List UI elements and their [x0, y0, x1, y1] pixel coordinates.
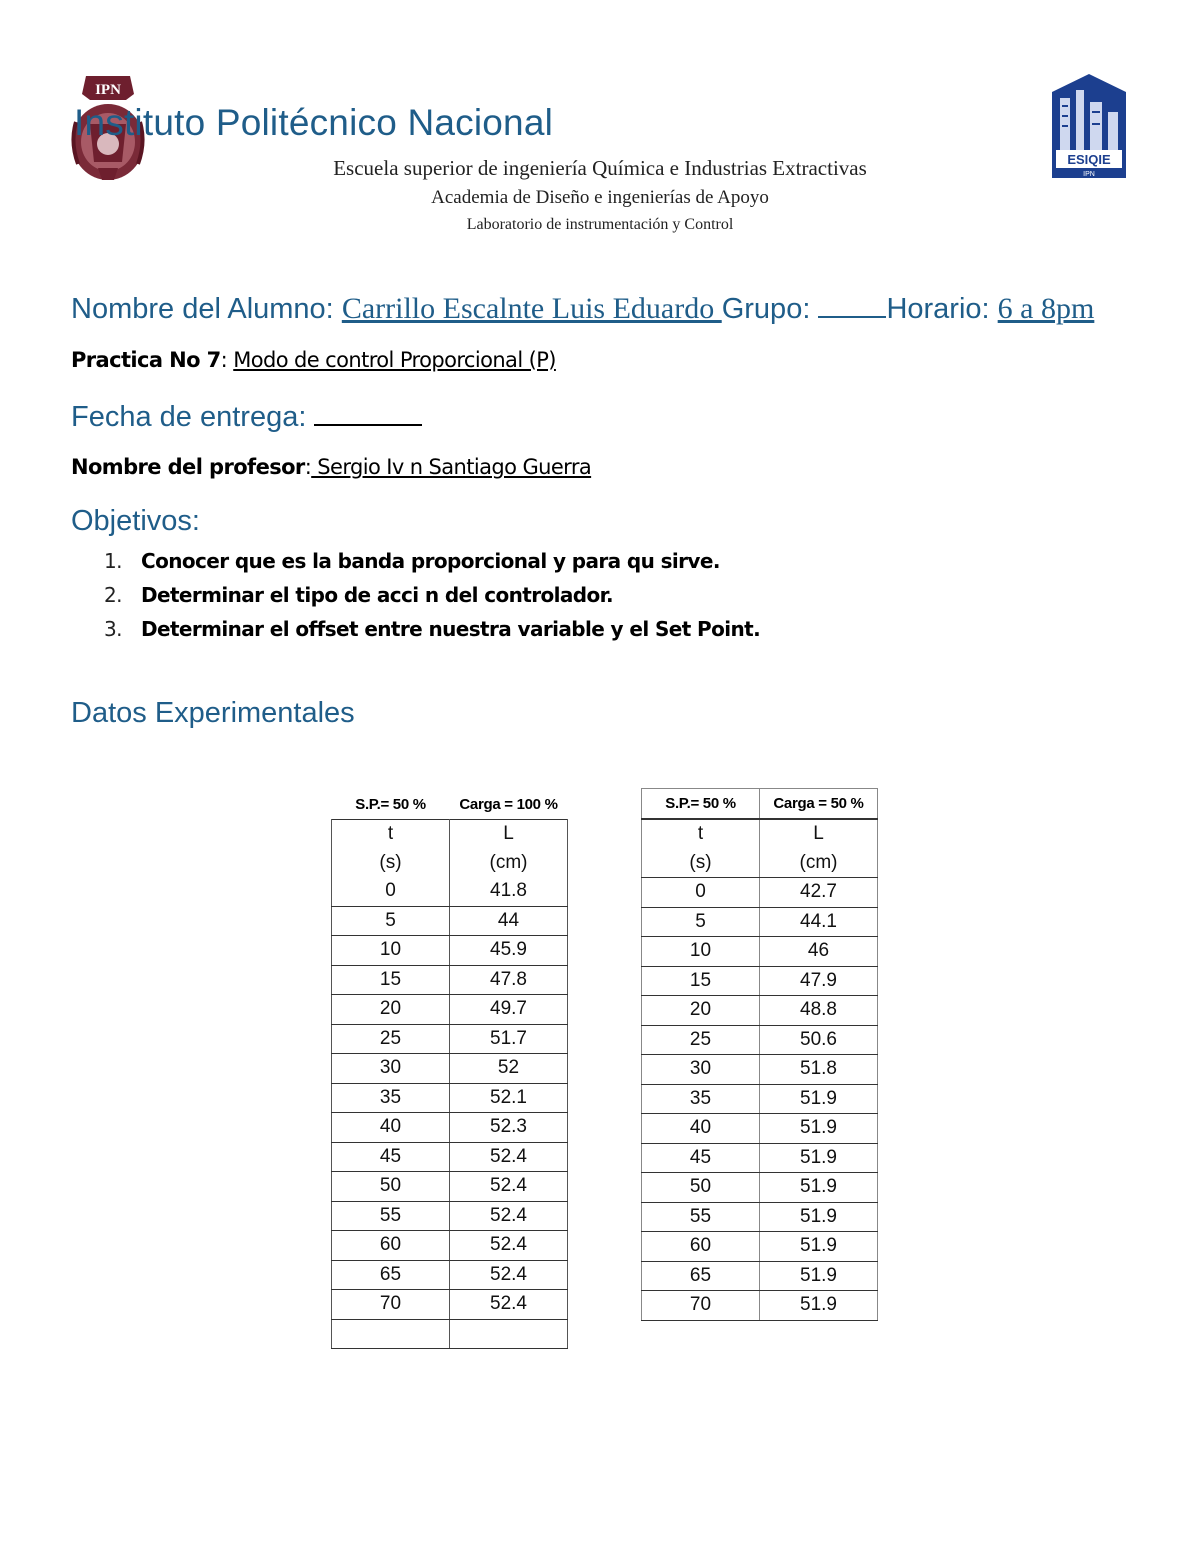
- col-unit-l: (cm): [450, 849, 568, 878]
- student-row: [71, 290, 1094, 326]
- professor-label: Nombre del profesor: [71, 455, 305, 479]
- table-row: [332, 877, 568, 906]
- cell-level: 52.4: [450, 1142, 568, 1172]
- cell-level: 49.7: [450, 995, 568, 1025]
- cell-time: 45: [332, 1142, 450, 1172]
- cell-level: 52.4: [450, 1172, 568, 1202]
- professor-separator: :: [304, 455, 312, 479]
- table-row: [332, 965, 568, 995]
- school-name: Escuela superior de ingeniería Química e Industrias Extractivas: [333, 156, 867, 180]
- delivery-blank: [314, 398, 422, 426]
- table-header-load: Carga = 50 %: [760, 789, 878, 820]
- objectives-list: [104, 546, 760, 648]
- col-unit-t: (s): [332, 849, 450, 878]
- table-row: [642, 1084, 878, 1114]
- table-row: [642, 937, 878, 967]
- cell-level: 46: [760, 937, 878, 967]
- table-row: [332, 1083, 568, 1113]
- cell-empty: [332, 1319, 450, 1349]
- cell-time: 5: [642, 907, 760, 937]
- cell-level: 52.4: [450, 1231, 568, 1261]
- esiqie-logo-text: ESIQIE: [1067, 152, 1111, 167]
- cell-time: 25: [332, 1024, 450, 1054]
- cell-level: 52.1: [450, 1083, 568, 1113]
- cell-time: 65: [642, 1261, 760, 1291]
- table-row: [642, 1173, 878, 1203]
- cell-level: 48.8: [760, 996, 878, 1026]
- cell-level: 47.9: [760, 966, 878, 996]
- cell-empty: [450, 1319, 568, 1349]
- cell-level: 51.9: [760, 1232, 878, 1262]
- cell-time: 15: [332, 965, 450, 995]
- cell-time: 20: [332, 995, 450, 1025]
- cell-time: 0: [332, 877, 450, 906]
- cell-level: 51.8: [760, 1055, 878, 1085]
- cell-time: 40: [642, 1114, 760, 1144]
- table-row: [332, 936, 568, 966]
- table-row: [642, 878, 878, 908]
- ipn-logo-text: IPN: [95, 82, 121, 98]
- table-header-load: Carga = 100 %: [459, 796, 558, 813]
- table-row: [332, 1024, 568, 1054]
- cell-time: 35: [642, 1084, 760, 1114]
- cell-time: 65: [332, 1260, 450, 1290]
- cell-level: 45.9: [450, 936, 568, 966]
- table-row: [642, 1114, 878, 1144]
- delivery-label: Fecha de entrega:: [71, 401, 307, 433]
- cell-time: 70: [642, 1291, 760, 1321]
- cell-level: 51.7: [450, 1024, 568, 1054]
- cell-time: 55: [642, 1202, 760, 1232]
- cell-level: 51.9: [760, 1143, 878, 1173]
- table-header-sp: S.P.= 50 %: [642, 789, 760, 820]
- experimental-heading: Datos Experimentales: [71, 697, 355, 729]
- table-row: [332, 906, 568, 936]
- cell-time: 55: [332, 1201, 450, 1231]
- professor-line: [71, 455, 591, 479]
- table-row: [332, 995, 568, 1025]
- table-row: [332, 1290, 568, 1320]
- table-row: [332, 1260, 568, 1290]
- col-unit-t: (s): [642, 849, 760, 878]
- col-header-t: t: [642, 819, 760, 849]
- cell-time: 30: [642, 1055, 760, 1085]
- table-row: [332, 1231, 568, 1261]
- cell-level: 50.6: [760, 1025, 878, 1055]
- schedule-value: 6 a 8pm: [997, 292, 1095, 325]
- table-row: [642, 1202, 878, 1232]
- cell-time: 40: [332, 1113, 450, 1143]
- group-blank: [818, 290, 886, 318]
- schedule-label: Horario:: [886, 293, 990, 325]
- cell-time: 25: [642, 1025, 760, 1055]
- cell-level: 51.9: [760, 1084, 878, 1114]
- table-row: [642, 996, 878, 1026]
- practice-label: Practica No 7: [71, 348, 221, 372]
- table-row-empty: [332, 1319, 568, 1349]
- data-table-load-50: [641, 788, 878, 1321]
- cell-time: 30: [332, 1054, 450, 1084]
- list-item: 1. Conocer que es la banda proporcional y para qu sirve.: [104, 549, 720, 573]
- cell-level: 52.4: [450, 1290, 568, 1320]
- cell-level: 41.8: [450, 877, 568, 906]
- cell-level: 51.9: [760, 1202, 878, 1232]
- cell-level: 52.4: [450, 1260, 568, 1290]
- table-row: [332, 1142, 568, 1172]
- table-row: [332, 1113, 568, 1143]
- list-item: 2. Determinar el tipo de acci n del controlador.: [104, 583, 614, 607]
- cell-time: 60: [332, 1231, 450, 1261]
- table-row: [332, 1172, 568, 1202]
- practice-separator: :: [220, 348, 228, 372]
- cell-time: 10: [332, 936, 450, 966]
- lab-name: Laboratorio de instrumentación y Control: [466, 216, 734, 233]
- student-name-label: Nombre del Alumno:: [71, 293, 334, 325]
- cell-time: 70: [332, 1290, 450, 1320]
- cell-time: 50: [332, 1172, 450, 1202]
- institution-title: Instituto Politécnico Nacional: [74, 102, 554, 143]
- objectives-heading: Objetivos:: [71, 505, 200, 537]
- group-label: Grupo:: [721, 293, 811, 325]
- practice-line: [71, 348, 556, 372]
- cell-time: 20: [642, 996, 760, 1026]
- table-row: [642, 1232, 878, 1262]
- academy-name: Academia de Diseño e ingenierías de Apoyo: [431, 187, 769, 208]
- cell-level: 51.9: [760, 1261, 878, 1291]
- professor-value: Sergio Iv n Santiago Guerra: [311, 455, 592, 479]
- table-row: [642, 966, 878, 996]
- col-header-t: t: [332, 820, 450, 849]
- col-header-l: L: [760, 819, 878, 849]
- table-row: [642, 1291, 878, 1321]
- cell-level: 52: [450, 1054, 568, 1084]
- table-row: [642, 1025, 878, 1055]
- cell-time: 15: [642, 966, 760, 996]
- cell-level: 44.1: [760, 907, 878, 937]
- cell-time: 5: [332, 906, 450, 936]
- table-row: [332, 1201, 568, 1231]
- table-row: [642, 1261, 878, 1291]
- cell-level: 51.9: [760, 1114, 878, 1144]
- col-unit-l: (cm): [760, 849, 878, 878]
- col-header-l: L: [450, 820, 568, 849]
- svg-text:IPN: IPN: [1083, 171, 1095, 178]
- cell-level: 51.9: [760, 1291, 878, 1321]
- cell-level: 51.9: [760, 1173, 878, 1203]
- list-item: 3. Determinar el offset entre nuestra variable y el Set Point.: [104, 617, 761, 641]
- cell-level: 42.7: [760, 878, 878, 908]
- table-row: [642, 1055, 878, 1085]
- cell-level: 52.4: [450, 1201, 568, 1231]
- table-header-sp: S.P.= 50 %: [355, 796, 426, 813]
- cell-time: 60: [642, 1232, 760, 1262]
- cell-time: 0: [642, 878, 760, 908]
- table-row: [642, 907, 878, 937]
- table-row: [332, 1054, 568, 1084]
- delivery-row: [71, 398, 422, 434]
- cell-time: 50: [642, 1173, 760, 1203]
- cell-time: 10: [642, 937, 760, 967]
- table-row: [642, 1143, 878, 1173]
- practice-value: Modo de control Proporcional (P): [233, 348, 556, 372]
- data-table-load-100: [331, 790, 568, 1349]
- cell-time: 45: [642, 1143, 760, 1173]
- cell-time: 35: [332, 1083, 450, 1113]
- cell-level: 47.8: [450, 965, 568, 995]
- cell-level: 52.3: [450, 1113, 568, 1143]
- cell-level: 44: [450, 906, 568, 936]
- student-name-value: Carrillo Escalnte Luis Eduardo: [341, 292, 722, 325]
